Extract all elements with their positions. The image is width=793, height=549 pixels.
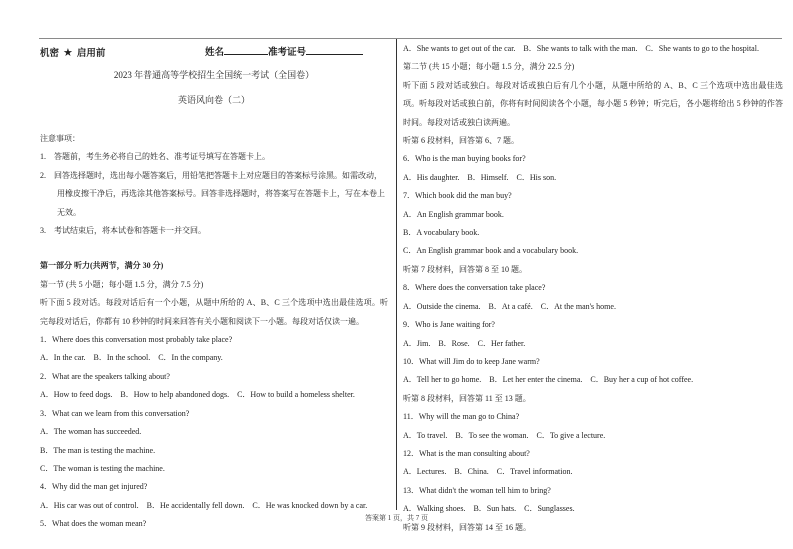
options: A．She wants to get out of the car. B．She wants to talk with the man. C．She wants to go to the hospital. bbox=[403, 44, 759, 53]
question: 8．Where does the conversation take place? bbox=[403, 283, 546, 293]
options: A．Tell her to go home. B．Let her enter the cinema. C．Buy her a cup of hot coffee. bbox=[403, 375, 694, 385]
exam-title: 2023 年普通高等学校招生全国统一考试（全国卷） bbox=[113, 70, 315, 80]
section-title: 第二节 (共 15 小题；每小题 1.5 分，满分 22.5 分) bbox=[403, 62, 575, 72]
options: A．Walking shoes. B．Sun hats. C．Sunglasses. bbox=[403, 504, 575, 514]
options: A．To travel. B．To see the woman. C．To give a lecture. bbox=[403, 430, 606, 440]
options: A．In the car. B．In the school. C．In the company. bbox=[40, 353, 223, 363]
option: B．The man is testing the machine. bbox=[40, 445, 156, 455]
question: 12．What is the man consulting about? bbox=[403, 448, 530, 458]
options: A．Outside the cinema. B．At a café. C．At the man's home. bbox=[403, 301, 616, 311]
left-column bbox=[40, 40, 388, 534]
question: 1．Where does this conversation most probably take place? bbox=[40, 335, 233, 345]
exam-subtitle: 英语风向卷（二） bbox=[177, 95, 250, 105]
question: 10．What will Jim do to keep Jane warm? bbox=[403, 356, 540, 366]
material-label: 听第 9 段材料，回答第 14 至 16 题。 bbox=[403, 522, 531, 532]
section-title: 第一节 (共 5 小题；每小题 1.5 分，满分 7.5 分) bbox=[40, 279, 204, 289]
material-label: 听第 6 段材料，回答第 6、7 题。 bbox=[403, 136, 519, 146]
exam-header bbox=[40, 42, 388, 64]
question: 3．What can we learn from this conversation? bbox=[40, 408, 190, 418]
section-instructions: 听下面 5 段对话。每段对话后有一个小题，从题中所给的 A、B、C 三个选项中选出最佳选项。听完每段对话后，你都有 10 秒钟的时间来回答有关小题和阅读下一小题。每段对话仅读一遍。 bbox=[40, 298, 388, 326]
column-divider bbox=[396, 39, 397, 510]
options: A．Jim. B．Rose. C．Her father. bbox=[403, 338, 526, 348]
option: B．A vocabulary book. bbox=[403, 228, 480, 238]
question: 2．What are the speakers talking about? bbox=[40, 371, 170, 381]
part-title: 第一部分 听力(共两节，满分 30 分) bbox=[40, 261, 164, 271]
star-icon: ★ bbox=[63, 46, 73, 59]
question: 5．What does the woman mean? bbox=[40, 519, 147, 529]
section-instructions: 听下面 5 段对话或独白。每段对话或独白后有几个小题，从题中所给的 A、B、C 三个选项中选出最佳选项。听每段对话或独白前，你将有时间阅读各个小题，每小题 5 秒钟；听完后，各小题将给出 5 秒钟的作答时间。每段对话或独白读两遍。 bbox=[403, 80, 783, 127]
name-id-fields: 姓名 准考证号 bbox=[205, 42, 363, 64]
note-item: 3. 考试结束后，将本试卷和答题卡一并交回。 bbox=[40, 226, 206, 236]
confidential-label: 机密 ★ 启用前 bbox=[40, 42, 105, 65]
question: 13．What didn't the woman tell him to bring? bbox=[403, 485, 551, 495]
question: 6．Who is the man buying books for? bbox=[403, 154, 526, 164]
options: A．How to feed dogs. B．How to help abandoned dogs. C．How to build a homeless shelter. bbox=[40, 390, 355, 400]
name-blank bbox=[224, 42, 268, 55]
top-rule bbox=[39, 38, 782, 39]
note-item: 2. 回答选择题时，选出每小题答案后，用铅笔把答题卡上对应题目的答案标号涂黑。如需改动，用橡皮擦干净后，再选涂其他答案标号。回答非选择题时，将答案写在答题卡上，写在本卷上无效。 bbox=[40, 170, 385, 217]
option: C．The woman is testing the machine. bbox=[40, 463, 165, 473]
option: A．An English grammar book. bbox=[403, 209, 504, 219]
options: A．His daughter. B．Himself. C．His son. bbox=[403, 172, 557, 182]
right-column bbox=[403, 40, 783, 537]
page-footer: 答案第 1 页，共 7 页 bbox=[365, 514, 428, 522]
exam-id-blank bbox=[306, 42, 363, 55]
notes-label: 注意事项： bbox=[40, 134, 80, 143]
question: 7．Which book did the man buy? bbox=[403, 191, 512, 201]
question: 11．Why will the man go to China? bbox=[403, 412, 520, 422]
material-label: 听第 7 段材料，回答第 8 至 10 题。 bbox=[403, 264, 527, 274]
question: 9．Who is Jane waiting for? bbox=[403, 320, 495, 330]
material-label: 听第 8 段材料，回答第 11 至 13 题。 bbox=[403, 393, 531, 403]
note-item: 1. 答题前，考生务必将自己的姓名、准考证号填写在答题卡上。 bbox=[40, 152, 270, 162]
options: A．His car was out of control. B．He accidentally fell down. C．He was knocked down by a car. bbox=[40, 500, 368, 510]
option: A．The woman has succeeded. bbox=[40, 427, 142, 437]
options: A．Lectures. B．China. C．Travel information. bbox=[403, 467, 573, 477]
option: C．An English grammar book and a vocabulary book. bbox=[403, 246, 579, 256]
question: 4．Why did the man get injured? bbox=[40, 482, 148, 492]
